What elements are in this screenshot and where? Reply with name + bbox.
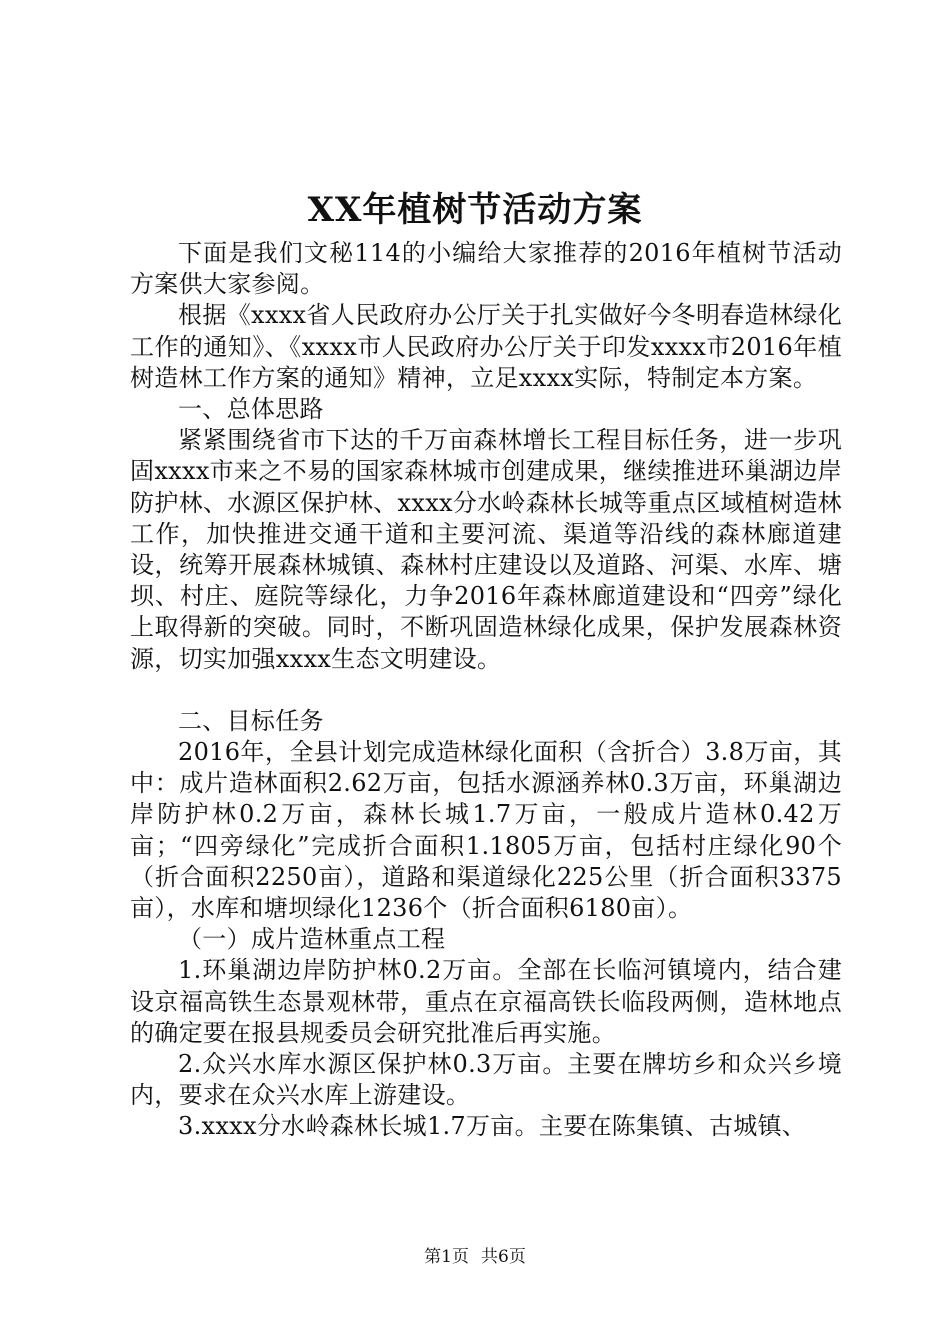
list-item: 2.众兴水库水源区保护林0.3万亩。主要在牌坊乡和众兴乡境内，要求在众兴水库上游建设。 <box>130 1050 842 1110</box>
list-item: 3.xxxx分水岭森林长城1.7万亩。主要在陈集镇、古城镇、 <box>178 1112 807 1141</box>
section-heading-overall-approach: 一、总体思路 <box>178 395 324 424</box>
subsection-heading-key-projects: （一）成片造林重点工程 <box>178 925 446 954</box>
targets-paragraph: 2016年，全县计划完成造林绿化面积（含折合）3.8万亩，其中：成片造林面积2.62万亩，包括水源涵养林0.3万亩，环巢湖边岸防护林0.2万亩，森林长城1.7万亩，一般成片造林0.42万亩；“四旁绿化”完成折合面积1.1805万亩，包括村庄绿化90个（折合面积2250亩），道路和渠道绿化225公里（折合面积3375亩），水库和塘坝绿化1236个（折合面积6180亩）。 <box>130 738 843 923</box>
page-footer <box>0 1246 950 1268</box>
overall-approach-paragraph: 紧紧围绕省市下达的千万亩森林增长工程目标任务，进一步巩固xxxx市来之不易的国家森林城市创建成果，继续推进环巢湖边岸防护林、水源区保护林、xxxx分水岭森林长城等重点区域植树造林工作，加快推进交通干道和主要河流、渠道等沿线的森林廊道建设，统筹开展森林城镇、森林村庄建设以及道路、河渠、水库、塘坝、村庄、庭院等绿化，力争2016年森林廊道建设和“四旁”绿化上取得新的突破。同时，不断巩固造林绿化成果，保护发展森林资源，切实加强xxxx生态文明建设。 <box>130 426 842 673</box>
section-heading-targets: 二、目标任务 <box>178 706 324 735</box>
page-total: 共6页 <box>481 1247 526 1267</box>
document-title: XX年植树节活动方案 <box>307 190 643 230</box>
list-item: 1.环巢湖边岸防护林0.2万亩。全部在长临河镇境内，结合建设京福高铁生态景观林带，重点在京福高铁长临段两侧，造林地点的确定要在报县规委员会研究批准后再实施。 <box>130 956 842 1047</box>
document-body <box>130 238 842 1143</box>
intro-paragraph: 下面是我们文秘114的小编给大家推荐的2016年植树节活动方案供大家参阅。 <box>130 239 842 299</box>
page-number: 第1页 <box>424 1247 469 1267</box>
basis-paragraph: 根据《xxxx省人民政府办公厅关于扎实做好今冬明春造林绿化工作的通知》、《xxxx市人民政府办公厅关于印发xxxx市2016年植树造林工作方案的通知》精神，立足xxxx实际，特制定本方案。 <box>130 301 842 392</box>
